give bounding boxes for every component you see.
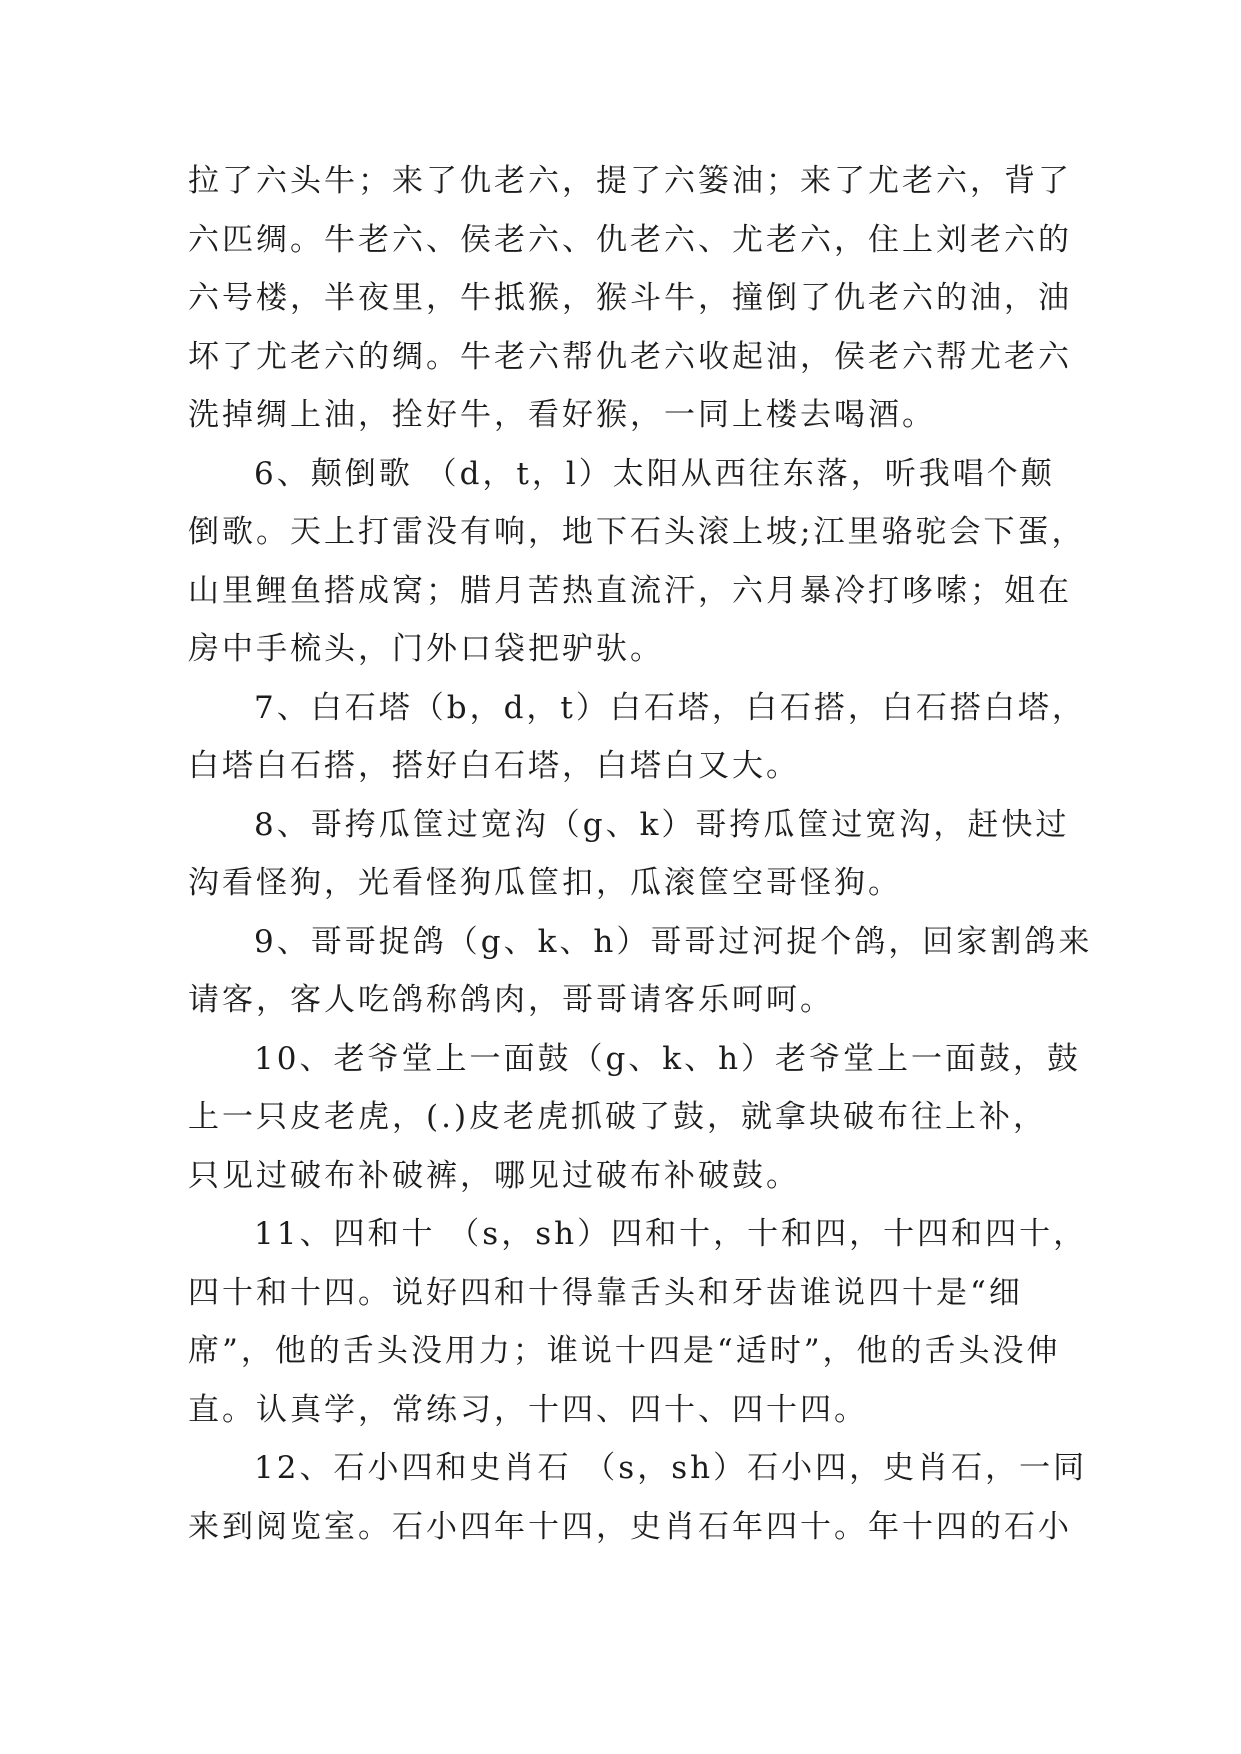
document-body — [188, 152, 1093, 1556]
text-line: 倒歌。天上打雷没有响，地下石头滚上坡;江里骆驼会下蛋， — [188, 514, 1086, 550]
paragraph-tongue-twister-8 — [188, 796, 1070, 913]
paragraph-tongue-twister-7 — [188, 679, 1086, 796]
text-line: 洗掉绸上油，拴好牛，看好猴，一同上楼去喝酒。 — [188, 397, 936, 433]
text-line: 山里鲤鱼搭成窝；腊月苦热直流汗，六月暴冷打哆嗦；姐在 — [188, 572, 1072, 609]
text-line: 来到阅览室。石小四年十四，史肖石年四十。年十四的石小 — [188, 1508, 1072, 1545]
text-line: 六匹绸。牛老六、侯老六、仇老六、尤老六，住上刘老六的 — [188, 221, 1072, 258]
text-line: 直。认真学，常练习，十四、四十、四十四。 — [188, 1391, 868, 1428]
text-line: 拉了六头牛；来了仇老六，提了六篓油；来了尤老六，背了 — [188, 163, 1072, 199]
paragraph-first-line: 6、颠倒歌 （d，t，l）太阳从西往东落，听我唱个颠 — [254, 455, 1055, 492]
text-line: 四十和十四。说好四和十得靠舌头和牙齿谁说四十是“细 — [188, 1274, 1023, 1311]
paragraph-tongue-twister-9 — [188, 913, 1093, 1030]
paragraph-first-line: 11、四和十 （s，sh）四和十，十和四，十四和四十， — [254, 1216, 1088, 1252]
paragraph-tongue-twister-10 — [188, 1030, 1082, 1206]
text-line: 房中手梳头，门外口袋把驴驮。 — [188, 631, 664, 667]
text-line: 坏了尤老六的绸。牛老六帮仇老六收起油，侯老六帮尤老六 — [188, 338, 1072, 375]
text-line: 上一只皮老虎，(.)皮老虎抓破了鼓，就拿块破布往上补， — [188, 1099, 1048, 1135]
paragraph-tongue-twister-6 — [188, 445, 1086, 679]
paragraph-tongue-twister-12 — [188, 1439, 1088, 1556]
paragraph-tongue-twister-11 — [188, 1205, 1088, 1439]
text-line: 白塔白石搭，搭好白石塔，白塔白又大。 — [188, 748, 800, 784]
paragraph-first-line: 8、哥挎瓜筐过宽沟（g、k）哥挎瓜筐过宽沟，赶快过 — [254, 806, 1070, 843]
text-line: 六号楼，半夜里，牛抵猴，猴斗牛，撞倒了仇老六的油，油 — [188, 280, 1072, 316]
text-line: 只见过破布补破裤，哪见过破布补破鼓。 — [188, 1157, 800, 1194]
paragraph-tongue-twister-5-tail — [188, 152, 1072, 445]
text-line: 请客，客人吃鸽称鸽肉，哥哥请客乐呵呵。 — [188, 982, 834, 1018]
paragraph-first-line: 9、哥哥捉鸽（g、k、h）哥哥过河捉个鸽，回家割鸽来 — [254, 923, 1093, 960]
text-line: 沟看怪狗，光看怪狗瓜筐扣，瓜滚筐空哥怪狗。 — [188, 865, 902, 901]
paragraph-first-line: 10、老爷堂上一面鼓（g、k、h）老爷堂上一面鼓，鼓 — [254, 1040, 1082, 1077]
paragraph-first-line: 7、白石塔（b，d，t）白石塔，白石搭，白石搭白塔， — [254, 689, 1086, 726]
text-line: 席”，他的舌头没用力；谁说十四是“适时”，他的舌头没伸 — [188, 1333, 1061, 1369]
paragraph-first-line: 12、石小四和史肖石 （s，sh）石小四，史肖石，一同 — [254, 1450, 1088, 1486]
